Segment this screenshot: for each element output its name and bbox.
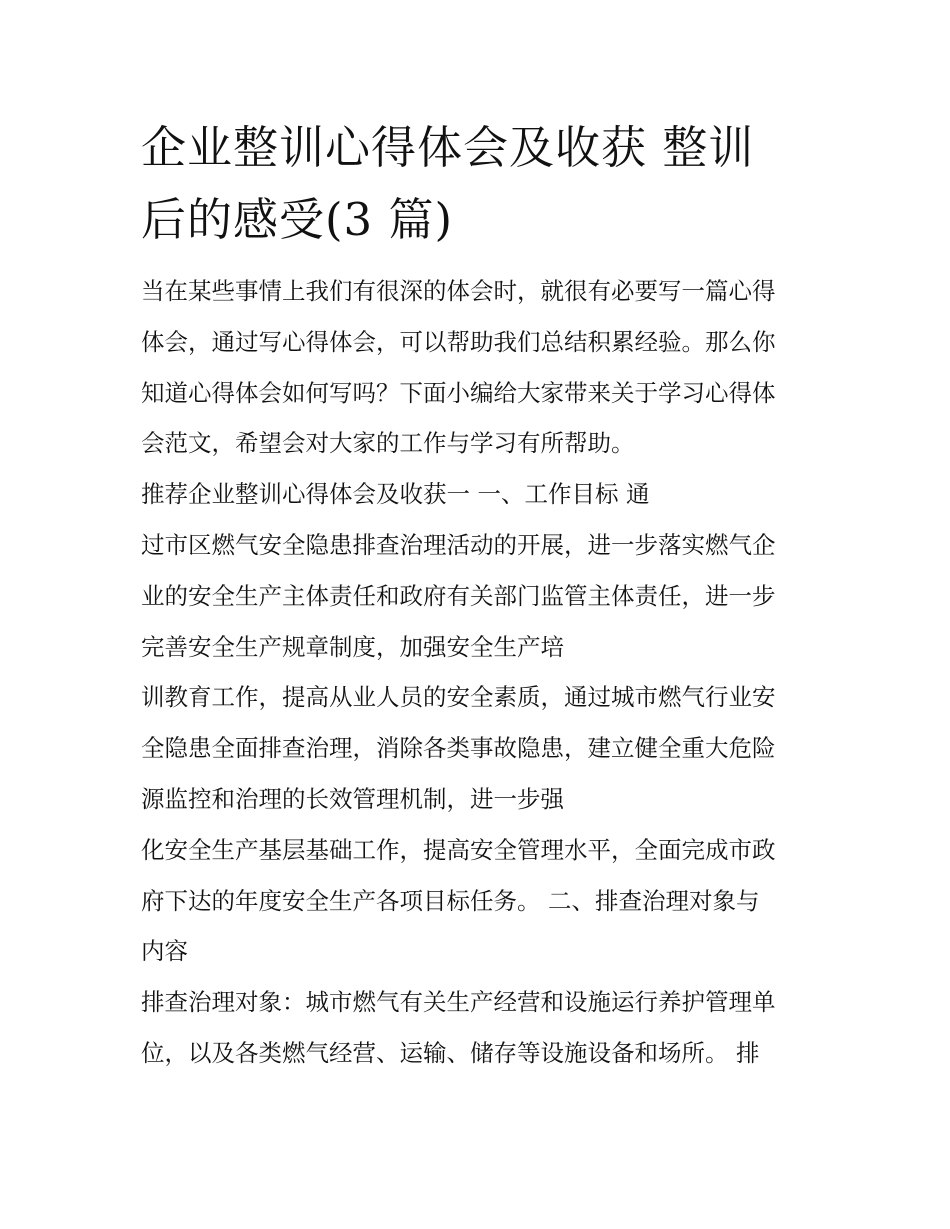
text-line: 业的安全生产主体责任和政府有关部门监管主体责任，进一步 bbox=[141, 581, 776, 610]
text-line: 位，以及各类燃气经营、运输、储存等设施设备和场所。 排 bbox=[141, 1038, 760, 1067]
paragraph-goal-3 bbox=[141, 825, 821, 977]
text-line: 训教育工作，提高从业人员的安全素质，通过城市燃气行业安 bbox=[141, 683, 776, 712]
paragraph-goal-2 bbox=[141, 672, 821, 824]
paragraph-heading-one bbox=[141, 469, 821, 520]
document-page bbox=[141, 112, 821, 1079]
text-line: 过市区燃气安全隐患排查治理活动的开展，进一步落实燃气企 bbox=[141, 530, 776, 559]
text-line: 完善安全生产规章制度，加强安全生产培 bbox=[141, 632, 564, 661]
text-line: 府下达的年度安全生产各项目标任务。 二、排查治理对象与 bbox=[141, 886, 760, 915]
text-line: 全隐患全面排查治理，消除各类事故隐患，建立健全重大危险 bbox=[141, 734, 776, 763]
text-line: 会范文，希望会对大家的工作与学习有所帮助。 bbox=[141, 429, 635, 458]
text-line: 当在某些事情上我们有很深的体会时，就很有必要写一篇心得 bbox=[141, 277, 776, 305]
text-line: 知道心得体会如何写吗？下面小编给大家带来关于学习心得体 bbox=[141, 378, 776, 407]
text-line: 推荐企业整训心得体会及收获一 一、工作目标 通 bbox=[141, 480, 650, 509]
document-title bbox=[141, 112, 821, 256]
paragraph-goal-1 bbox=[141, 520, 821, 672]
text-line: 内容 bbox=[141, 937, 188, 966]
text-line: 化安全生产基层基础工作，提高安全管理水平，全面完成市政 bbox=[141, 835, 776, 864]
title-line-2: 后的感受(3 篇) bbox=[141, 193, 454, 246]
text-line: 源监控和治理的长效管理机制，进一步强 bbox=[141, 784, 564, 813]
paragraph-objects bbox=[141, 977, 821, 1079]
text-line: 排查治理对象：城市燃气有关生产经营和设施运行养护管理单 bbox=[141, 988, 776, 1017]
title-line-1: 企业整训心得体会及收获 整训 bbox=[141, 121, 755, 174]
text-line: 体会，通过写心得体会，可以帮助我们总结积累经验。那么你 bbox=[141, 327, 776, 356]
paragraph-intro bbox=[141, 266, 821, 469]
